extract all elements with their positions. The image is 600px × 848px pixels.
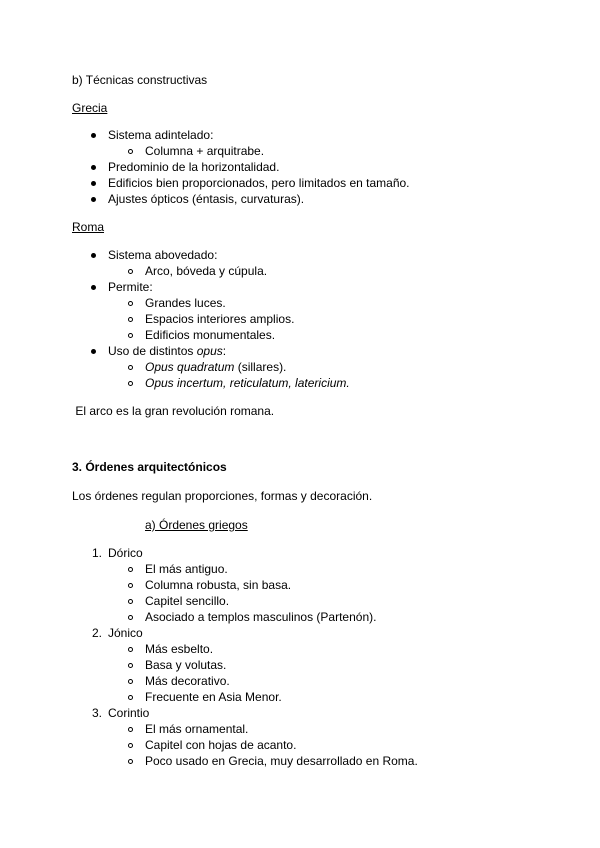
grecia-title: Grecia: [72, 101, 108, 115]
section-3-heading: 3. Órdenes arquitectónicos: [72, 460, 227, 474]
sub-bullet-icon: [128, 599, 133, 604]
list-item: [108, 343, 226, 359]
order-name: Jónico: [108, 626, 143, 640]
list-item: Edificios bien proporcionados, pero limitados en tamaño.: [108, 176, 410, 190]
sub-bullet-icon: [128, 567, 133, 572]
bullet-icon: [91, 165, 96, 170]
order-point: Basa y volutas.: [145, 658, 227, 672]
order-point: Capitel con hojas de acanto.: [145, 738, 297, 752]
list-item-text: Uso de distintos: [108, 344, 197, 358]
bullet-icon: [91, 349, 96, 354]
order-point: Más decorativo.: [145, 674, 230, 688]
sub-bullet-icon: [128, 727, 133, 732]
sub-bullet-icon: [128, 583, 133, 588]
list-item-text: :: [222, 344, 227, 358]
sub-bullet-icon: [128, 663, 133, 668]
list-item: Predominio de la horizontalidad.: [108, 160, 280, 174]
order-number: 2.: [92, 626, 103, 640]
order-point: Asociado a templos masculinos (Partenón).: [145, 610, 377, 624]
sub-bullet-icon: [128, 301, 133, 306]
order-point: El más ornamental.: [145, 722, 249, 736]
order-number: 3.: [92, 706, 103, 720]
sub-list-item-italic: Opus incertum, reticulatum, latericium.: [145, 376, 350, 390]
sub-list-item: Edificios monumentales.: [145, 328, 276, 342]
list-item: Ajustes ópticos (éntasis, curvaturas).: [108, 192, 305, 206]
bullet-icon: [91, 133, 96, 138]
sub-bullet-icon: [128, 679, 133, 684]
section-b-heading: b) Técnicas constructivas: [72, 73, 208, 87]
sub-list-item: [145, 359, 286, 375]
order-name: Dórico: [108, 546, 143, 560]
roma-title: Roma: [72, 220, 105, 234]
list-item-italic: opus: [196, 344, 223, 358]
bullet-icon: [91, 285, 96, 290]
list-item: Sistema adintelado:: [108, 128, 214, 142]
order-number: 1.: [92, 546, 103, 560]
section-3-intro: Los órdenes regulan proporciones, formas y decoración.: [72, 489, 373, 503]
sub-list-item: Arco, bóveda y cúpula.: [145, 264, 268, 278]
sub-bullet-icon: [128, 759, 133, 764]
sub-bullet-icon: [128, 743, 133, 748]
list-item: Sistema abovedado:: [108, 248, 218, 262]
order-point: Capitel sencillo.: [145, 594, 230, 608]
sub-bullet-icon: [128, 365, 133, 370]
sub-bullet-icon: [128, 333, 133, 338]
sub-bullet-icon: [128, 269, 133, 274]
sub-bullet-icon: [128, 647, 133, 652]
order-name: Corintio: [108, 706, 150, 720]
section-3-subheading: a) Órdenes griegos: [145, 518, 248, 532]
sub-bullet-icon: [128, 149, 133, 154]
bullet-icon: [91, 253, 96, 258]
sub-list-item: [145, 375, 350, 391]
order-point: Frecuente en Asia Menor.: [145, 690, 282, 704]
sub-list-item: Espacios interiores amplios.: [145, 312, 295, 326]
bullet-icon: [91, 197, 96, 202]
order-point: Columna robusta, sin basa.: [145, 578, 292, 592]
sub-list-item: Columna + arquitrabe.: [145, 144, 265, 158]
closing-statement: El arco es la gran revolución romana.: [72, 404, 275, 418]
sub-bullet-icon: [128, 615, 133, 620]
order-point: El más antiguo.: [145, 562, 228, 576]
sub-list-item-text: (sillares).: [234, 360, 287, 374]
order-point: Más esbelto.: [145, 642, 214, 656]
list-item: Permite:: [108, 280, 153, 294]
sub-bullet-icon: [128, 317, 133, 322]
sub-list-item: Grandes luces.: [145, 296, 226, 310]
bullet-icon: [91, 181, 96, 186]
sub-bullet-icon: [128, 381, 133, 386]
order-point: Poco usado en Grecia, muy desarrollado en Roma.: [145, 754, 418, 768]
sub-list-item-italic: Opus quadratum: [145, 360, 235, 374]
sub-bullet-icon: [128, 695, 133, 700]
